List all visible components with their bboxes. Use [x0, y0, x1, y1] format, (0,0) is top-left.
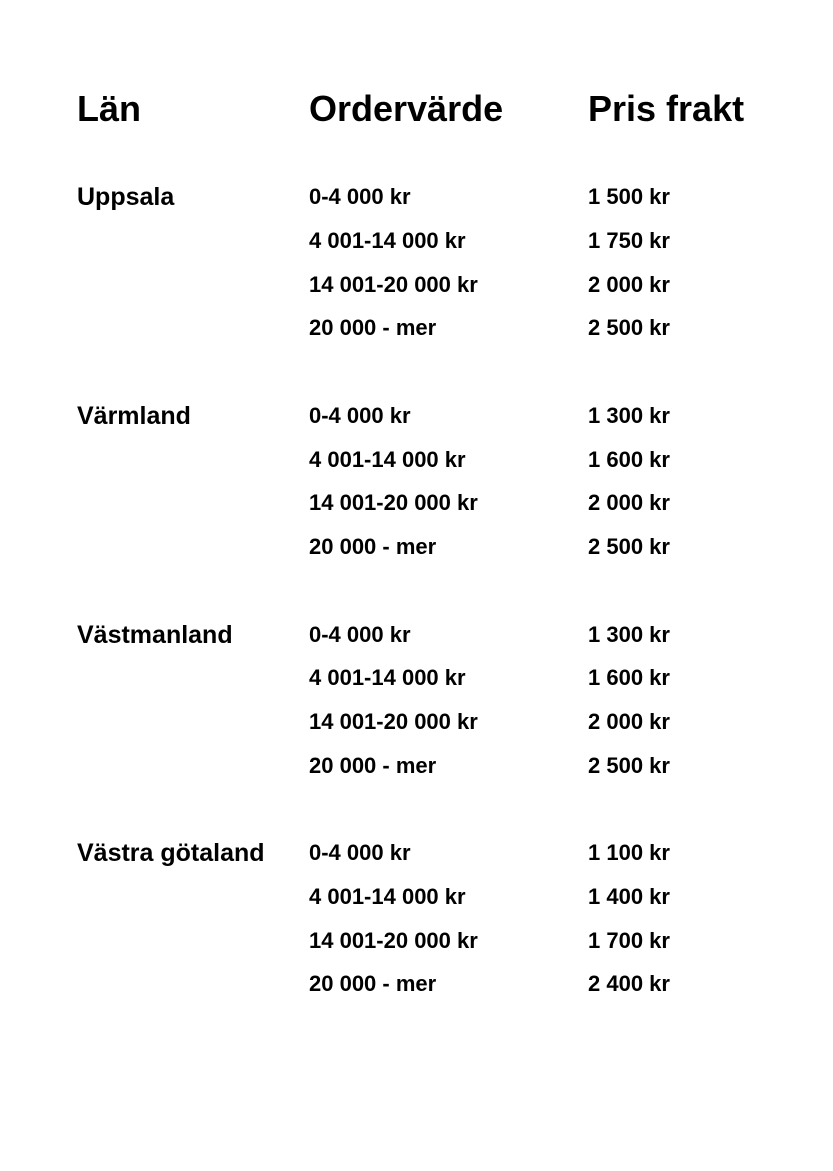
tier-price: 2 500 kr — [588, 315, 670, 340]
header-pris-frakt: Pris frakt — [588, 88, 745, 129]
tier-price: 1 700 kr — [588, 928, 670, 953]
tier-row — [0, 661, 833, 695]
table-header — [0, 86, 833, 132]
tier-range: 0-4 000 kr — [309, 403, 411, 428]
tier-row — [0, 967, 833, 1001]
tier-row — [0, 486, 833, 520]
tier-price: 1 400 kr — [588, 884, 670, 909]
tier-range: 14 001-20 000 kr — [309, 709, 478, 734]
tier-price: 2 000 kr — [588, 490, 670, 515]
header-ordervarde: Ordervärde — [309, 88, 504, 129]
region-block — [0, 618, 833, 794]
tier-price: 1 100 kr — [588, 840, 670, 865]
tier-range: 20 000 - mer — [309, 971, 437, 996]
tier-price: 2 000 kr — [588, 272, 670, 297]
tier-row — [0, 311, 833, 345]
tier-price: 2 500 kr — [588, 534, 670, 559]
tier-range: 20 000 - mer — [309, 534, 437, 559]
tier-range: 4 001-14 000 kr — [309, 447, 466, 472]
tier-price: 1 500 kr — [588, 184, 670, 209]
region-name: Värmland — [77, 402, 191, 430]
tier-row — [0, 880, 833, 914]
tier-price: 1 600 kr — [588, 665, 670, 690]
tier-price: 2 000 kr — [588, 709, 670, 734]
tier-price: 1 600 kr — [588, 447, 670, 472]
tier-row — [0, 530, 833, 564]
tier-row — [0, 268, 833, 302]
tier-row — [0, 924, 833, 958]
region-name: Västmanland — [77, 621, 233, 649]
tier-row — [0, 443, 833, 477]
tier-price: 2 400 kr — [588, 971, 670, 996]
tier-range: 14 001-20 000 kr — [309, 490, 478, 515]
tier-range: 20 000 - mer — [309, 753, 437, 778]
tier-price: 2 500 kr — [588, 753, 670, 778]
region-block — [0, 836, 833, 1012]
tier-row — [0, 180, 833, 214]
tier-price: 1 750 kr — [588, 228, 670, 253]
tier-range: 14 001-20 000 kr — [309, 272, 478, 297]
tier-row — [0, 618, 833, 652]
tier-row — [0, 224, 833, 258]
tier-range: 14 001-20 000 kr — [309, 928, 478, 953]
tier-row — [0, 836, 833, 870]
tier-row — [0, 749, 833, 783]
tier-range: 20 000 - mer — [309, 315, 437, 340]
tier-price: 1 300 kr — [588, 622, 670, 647]
region-name: Uppsala — [77, 183, 175, 211]
tier-range: 0-4 000 kr — [309, 840, 411, 865]
tier-range: 0-4 000 kr — [309, 184, 411, 209]
region-block — [0, 399, 833, 575]
tier-range: 4 001-14 000 kr — [309, 228, 466, 253]
tier-range: 4 001-14 000 kr — [309, 665, 466, 690]
tier-range: 0-4 000 kr — [309, 622, 411, 647]
tier-row — [0, 705, 833, 739]
tier-price: 1 300 kr — [588, 403, 670, 428]
tier-row — [0, 399, 833, 433]
tier-range: 4 001-14 000 kr — [309, 884, 466, 909]
header-lan: Län — [77, 88, 142, 129]
region-block — [0, 180, 833, 356]
region-name: Västra götaland — [77, 839, 265, 867]
